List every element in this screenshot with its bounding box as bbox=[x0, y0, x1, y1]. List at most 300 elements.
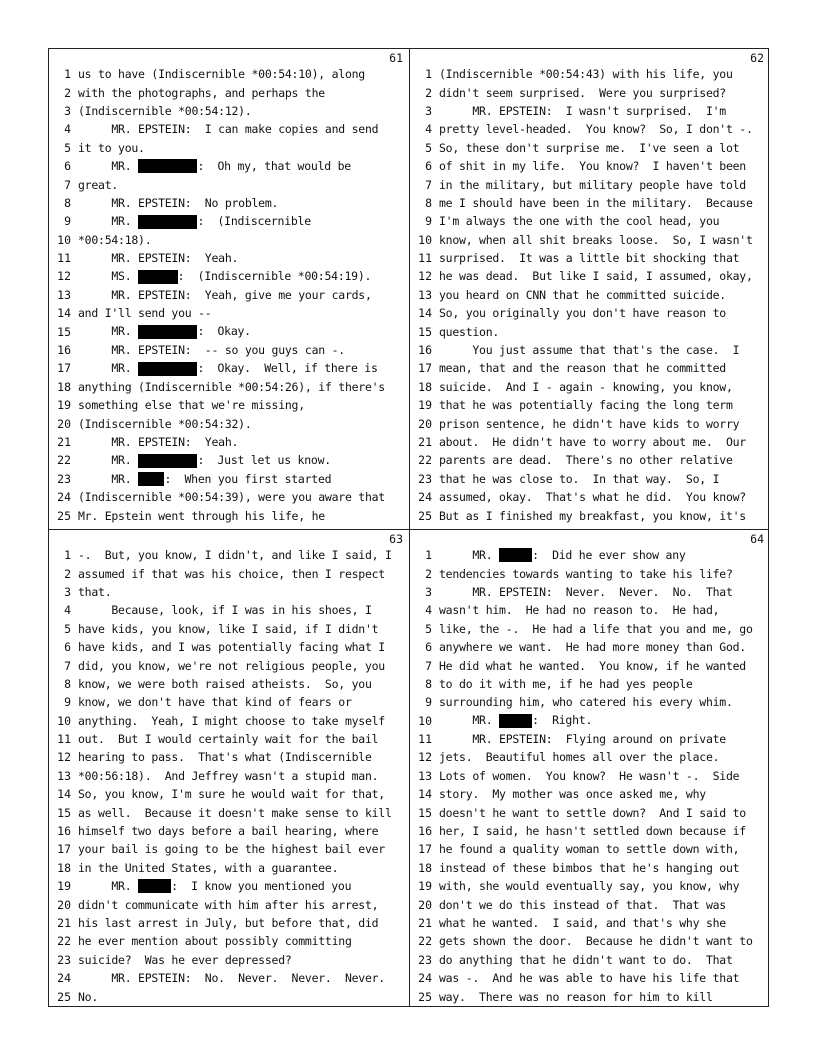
transcript-line bbox=[410, 932, 770, 950]
line-number: 8 bbox=[64, 195, 71, 210]
text-segment: -. But, you know, I didn't, and like I said, I bbox=[78, 548, 392, 563]
line-number: 8 bbox=[425, 676, 432, 691]
line-number: 2 bbox=[64, 85, 71, 100]
transcript-line bbox=[49, 859, 409, 877]
line-number: 24 bbox=[57, 971, 71, 986]
line-text bbox=[439, 934, 770, 948]
text-segment: himself two days before a bail hearing, where bbox=[78, 824, 379, 839]
line-number: 6 bbox=[64, 640, 71, 655]
line-number: 19 bbox=[57, 879, 71, 894]
transcript-line bbox=[410, 322, 770, 340]
line-text bbox=[78, 159, 409, 174]
line-number: 1 bbox=[425, 67, 432, 82]
text-segment: mean, that and the reason that he committed bbox=[439, 361, 726, 376]
text-segment: prison sentence, he didn't have kids to worry bbox=[439, 416, 740, 431]
transcript-line bbox=[49, 304, 409, 322]
line-text bbox=[78, 567, 409, 581]
line-number: 18 bbox=[418, 379, 432, 394]
line-text bbox=[78, 343, 409, 357]
transcript-line bbox=[410, 675, 770, 693]
transcript-line bbox=[49, 359, 409, 377]
line-text bbox=[78, 453, 409, 468]
text-segment: that he was close to. In that way. So, I bbox=[439, 471, 720, 486]
line-text bbox=[439, 567, 770, 581]
line-number: 21 bbox=[57, 916, 71, 930]
page-lines bbox=[49, 65, 409, 525]
text-segment: *00:56:18). And Jeffrey wasn't a stupid man. bbox=[78, 768, 379, 783]
text-segment: anywhere we want. He had more money than God. bbox=[439, 640, 746, 655]
text-segment: you heard on CNN that he committed suicide. bbox=[439, 287, 726, 302]
transcript-line bbox=[49, 748, 409, 766]
transcript-line bbox=[410, 304, 770, 322]
text-segment: instead of these bimbos that he's hanging out bbox=[439, 860, 740, 875]
transcript-line bbox=[49, 785, 409, 803]
text-segment: : Just let us know. bbox=[197, 453, 331, 468]
text-segment: MR. EPSTEIN: Yeah. bbox=[78, 435, 239, 449]
line-text bbox=[439, 325, 770, 339]
text-segment: MR. EPSTEIN: -- so you guys can -. bbox=[78, 343, 345, 358]
line-number: 22 bbox=[418, 453, 432, 468]
text-segment: suicide? Was he ever depressed? bbox=[78, 952, 292, 967]
transcript-line bbox=[410, 987, 770, 1005]
transcript-line bbox=[410, 102, 770, 120]
text-segment: So, these don't surprise me. I've seen a lot bbox=[439, 140, 740, 155]
transcript-line bbox=[410, 712, 770, 730]
line-number: 1 bbox=[64, 548, 71, 563]
line-number: 6 bbox=[64, 159, 71, 174]
line-text bbox=[78, 659, 409, 673]
line-number: 12 bbox=[57, 750, 71, 765]
transcript-line bbox=[410, 139, 770, 157]
line-number: 12 bbox=[418, 750, 432, 765]
text-segment: MR. bbox=[439, 713, 500, 728]
text-segment: I'm always the one with the cool head, you bbox=[439, 214, 720, 229]
line-number: 11 bbox=[418, 732, 432, 747]
text-segment: tendencies towards wanting to take his life? bbox=[439, 566, 733, 581]
transcript-line bbox=[410, 341, 770, 359]
line-text bbox=[439, 398, 770, 412]
line-text bbox=[439, 971, 770, 985]
transcript-line bbox=[410, 877, 770, 895]
line-text bbox=[439, 269, 770, 283]
line-text bbox=[439, 417, 770, 431]
transcript-line bbox=[49, 378, 409, 396]
page-number: 62 bbox=[750, 51, 764, 65]
transcript-line bbox=[49, 175, 409, 193]
transcript-line bbox=[410, 286, 770, 304]
line-text bbox=[78, 472, 409, 487]
line-number: 23 bbox=[418, 952, 432, 967]
text-segment: : Did he ever show any bbox=[532, 547, 686, 562]
text-segment: wasn't him. He had no reason to. He had, bbox=[439, 603, 720, 618]
text-segment: me I should have been in the military. Because bbox=[439, 195, 753, 210]
line-number: 3 bbox=[64, 584, 71, 599]
line-number: 9 bbox=[64, 214, 71, 229]
line-text bbox=[78, 971, 409, 985]
line-number: 3 bbox=[425, 103, 432, 118]
transcript-line bbox=[49, 65, 409, 83]
line-number: 13 bbox=[418, 287, 432, 302]
line-number: 22 bbox=[57, 453, 71, 468]
text-segment: to do it with me, if he had yes people bbox=[439, 676, 693, 691]
transcript-line bbox=[410, 656, 770, 674]
transcript-line bbox=[49, 120, 409, 138]
transcript-line bbox=[49, 675, 409, 693]
line-number: 24 bbox=[57, 490, 71, 505]
transcript-line bbox=[410, 175, 770, 193]
transcript-line bbox=[410, 488, 770, 506]
transcript-page bbox=[49, 530, 409, 1009]
line-text bbox=[439, 453, 770, 467]
line-text bbox=[439, 159, 770, 173]
line-number: 10 bbox=[418, 232, 432, 247]
line-number: 5 bbox=[425, 140, 432, 155]
transcript-line bbox=[410, 231, 770, 249]
text-segment: have kids, and I was potentially facing what I bbox=[78, 640, 385, 655]
line-number: 17 bbox=[57, 842, 71, 857]
text-segment: MR. EPSTEIN: Yeah, give me your cards, bbox=[78, 287, 372, 302]
transcript-line bbox=[410, 83, 770, 101]
transcript-line bbox=[410, 451, 770, 469]
text-segment: have kids, you know, like I said, if I didn't bbox=[78, 621, 379, 636]
line-number: 19 bbox=[418, 398, 432, 413]
text-segment: (Indiscernible *00:54:43) with his life, you bbox=[439, 67, 733, 82]
line-number: 9 bbox=[64, 695, 71, 710]
text-segment: her, I said, he hasn't settled down because if bbox=[439, 824, 746, 839]
line-number: 18 bbox=[57, 379, 71, 394]
transcript-line bbox=[49, 194, 409, 212]
transcript-line bbox=[410, 433, 770, 451]
line-text bbox=[78, 398, 409, 412]
text-segment: MR. EPSTEIN: No problem. bbox=[78, 195, 279, 210]
text-segment: way. There was no reason for him to kill bbox=[439, 989, 713, 1004]
line-text bbox=[439, 288, 770, 302]
text-segment: MR. EPSTEIN: I wasn't surprised. I'm bbox=[439, 103, 726, 118]
text-segment: MR. bbox=[78, 214, 139, 229]
transcript-line bbox=[410, 767, 770, 785]
line-number: 20 bbox=[418, 416, 432, 431]
transcript-line bbox=[49, 730, 409, 748]
line-text bbox=[78, 251, 409, 265]
transcript-line bbox=[410, 693, 770, 711]
text-segment: No. bbox=[78, 989, 99, 1004]
transcript-line bbox=[49, 914, 409, 932]
transcript-line bbox=[49, 83, 409, 101]
line-number: 5 bbox=[64, 621, 71, 636]
text-segment: he ever mention about possibly committing bbox=[78, 934, 352, 949]
line-number: 25 bbox=[57, 989, 71, 1004]
transcript-line bbox=[410, 583, 770, 601]
redaction-box bbox=[138, 325, 197, 339]
text-segment: MR. bbox=[78, 471, 139, 486]
line-text bbox=[78, 640, 409, 654]
page-number: 63 bbox=[389, 532, 403, 546]
line-text bbox=[439, 306, 770, 320]
transcript-line bbox=[49, 951, 409, 969]
line-text bbox=[439, 86, 770, 100]
line-number: 18 bbox=[418, 860, 432, 875]
text-segment: So, you know, I'm sure he would wait for that, bbox=[78, 787, 385, 802]
line-text bbox=[78, 233, 409, 247]
line-number: 15 bbox=[57, 324, 71, 339]
text-segment: Lots of women. You know? He wasn't -. Side bbox=[439, 768, 740, 783]
line-text bbox=[439, 343, 770, 357]
line-number: 21 bbox=[418, 435, 432, 449]
text-segment: of shit in my life. You know? I haven't been bbox=[439, 159, 746, 174]
transcript-line bbox=[49, 969, 409, 987]
transcript-page bbox=[49, 49, 409, 528]
text-segment: MR. bbox=[78, 453, 139, 468]
transcript-line bbox=[410, 564, 770, 582]
line-number: 5 bbox=[64, 140, 71, 155]
line-text bbox=[78, 490, 409, 504]
line-text bbox=[439, 824, 770, 838]
line-text bbox=[439, 879, 770, 893]
text-segment: did, you know, we're not religious people, you bbox=[78, 658, 385, 673]
text-segment: doesn't he want to settle down? And I said to bbox=[439, 805, 746, 820]
transcript-line bbox=[49, 470, 409, 488]
text-segment: (Indiscernible *00:54:32). bbox=[78, 416, 252, 431]
text-segment: surprised. It was a little bit shocking that bbox=[439, 251, 740, 266]
text-segment: us to have (Indiscernible *00:54:10), along bbox=[78, 67, 365, 82]
line-text bbox=[78, 288, 409, 302]
line-number: 16 bbox=[57, 824, 71, 839]
line-number: 9 bbox=[425, 214, 432, 229]
line-text bbox=[439, 677, 770, 691]
line-text bbox=[439, 953, 770, 967]
text-segment: was -. And he was able to have his life that bbox=[439, 971, 740, 986]
line-text bbox=[78, 417, 409, 431]
redaction-box bbox=[499, 548, 532, 562]
transcript-line bbox=[49, 231, 409, 249]
text-segment: surrounding him, who catered his every whim. bbox=[439, 695, 733, 710]
line-text bbox=[78, 122, 409, 136]
line-text bbox=[439, 472, 770, 486]
line-number: 7 bbox=[425, 177, 432, 192]
line-number: 12 bbox=[418, 269, 432, 284]
text-segment: MR. EPSTEIN: No. Never. Never. Never. bbox=[78, 971, 385, 986]
transcript-line bbox=[49, 396, 409, 414]
line-number: 10 bbox=[57, 713, 71, 728]
text-segment: : When you first started bbox=[164, 471, 332, 486]
line-text bbox=[439, 361, 770, 375]
text-segment: great. bbox=[78, 177, 119, 192]
line-number: 2 bbox=[425, 566, 432, 581]
redaction-box bbox=[138, 215, 197, 229]
redaction-box bbox=[138, 472, 164, 486]
text-segment: MR. bbox=[78, 324, 139, 339]
line-number: 16 bbox=[57, 343, 71, 358]
line-number: 25 bbox=[57, 508, 71, 523]
line-number: 7 bbox=[64, 658, 71, 673]
line-text bbox=[439, 695, 770, 709]
line-text bbox=[439, 842, 770, 856]
transcript-line bbox=[49, 620, 409, 638]
line-number: 4 bbox=[425, 603, 432, 618]
transcript-line bbox=[410, 120, 770, 138]
text-segment: hearing to pass. That's what (Indiscernible bbox=[78, 750, 372, 765]
line-number: 24 bbox=[418, 490, 432, 505]
line-text bbox=[78, 548, 409, 562]
line-number: 22 bbox=[418, 934, 432, 949]
line-number: 20 bbox=[57, 416, 71, 431]
line-text bbox=[78, 361, 409, 376]
line-text bbox=[439, 603, 770, 617]
text-segment: don't we do this instead of that. That was bbox=[439, 897, 726, 912]
redaction-box bbox=[138, 362, 197, 376]
text-segment: his last arrest in July, but before that, did bbox=[78, 916, 379, 930]
redaction-box bbox=[138, 270, 178, 284]
transcript-line bbox=[410, 914, 770, 932]
line-number: 14 bbox=[57, 787, 71, 802]
line-number: 19 bbox=[57, 398, 71, 413]
line-text bbox=[439, 640, 770, 654]
line-number: 8 bbox=[64, 676, 71, 691]
line-text bbox=[439, 659, 770, 673]
text-segment: out. But I would certainly wait for the bail bbox=[78, 732, 379, 747]
line-text bbox=[78, 269, 409, 284]
line-text bbox=[78, 732, 409, 746]
transcript-line bbox=[410, 840, 770, 858]
page-lines bbox=[49, 546, 409, 1006]
line-number: 7 bbox=[64, 177, 71, 192]
line-number: 4 bbox=[64, 122, 71, 137]
line-text bbox=[439, 769, 770, 783]
line-text bbox=[78, 67, 409, 81]
transcript-line bbox=[49, 712, 409, 730]
transcript-line bbox=[410, 785, 770, 803]
transcript-page bbox=[410, 49, 770, 528]
transcript-line bbox=[49, 212, 409, 230]
line-number: 3 bbox=[425, 584, 432, 599]
line-number: 19 bbox=[418, 879, 432, 894]
line-text bbox=[439, 141, 770, 155]
transcript-line bbox=[49, 157, 409, 175]
text-segment: and I'll send you -- bbox=[78, 306, 212, 321]
line-number: 24 bbox=[418, 971, 432, 986]
transcript-line bbox=[410, 859, 770, 877]
transcript-line bbox=[410, 65, 770, 83]
line-text bbox=[78, 141, 409, 155]
text-segment: he was dead. But like I said, I assumed, okay, bbox=[439, 269, 753, 284]
line-number: 16 bbox=[418, 824, 432, 839]
text-segment: He did what he wanted. You know, if he wanted bbox=[439, 658, 746, 673]
line-text bbox=[439, 67, 770, 81]
text-segment: like, the -. He had a life that you and me, go bbox=[439, 621, 753, 636]
line-number: 13 bbox=[57, 768, 71, 783]
text-segment: that he was potentially facing the long term bbox=[439, 398, 733, 413]
line-number: 1 bbox=[64, 67, 71, 82]
line-number: 6 bbox=[425, 640, 432, 655]
transcript-line bbox=[410, 359, 770, 377]
line-text bbox=[78, 750, 409, 764]
text-segment: : Okay. Well, if there is bbox=[197, 361, 378, 376]
page-number: 64 bbox=[750, 532, 764, 546]
line-number: 20 bbox=[57, 897, 71, 912]
text-segment: : I know you mentioned you bbox=[171, 878, 352, 893]
line-text bbox=[78, 435, 409, 449]
line-number: 23 bbox=[57, 471, 71, 486]
text-segment: know, when all shit breaks loose. So, I wasn't bbox=[439, 232, 753, 247]
transcript-sheet bbox=[48, 48, 769, 1007]
text-segment: story. My mother was once asked me, why bbox=[439, 787, 706, 802]
text-segment: : (Indiscernible bbox=[197, 214, 311, 229]
transcript-line bbox=[49, 414, 409, 432]
line-text bbox=[78, 196, 409, 210]
transcript-line bbox=[410, 194, 770, 212]
line-number: 5 bbox=[425, 621, 432, 636]
line-number: 4 bbox=[425, 122, 432, 137]
line-text bbox=[439, 622, 770, 636]
line-number: 14 bbox=[418, 306, 432, 321]
line-number: 17 bbox=[418, 361, 432, 376]
line-number: 25 bbox=[418, 989, 432, 1004]
line-number: 10 bbox=[57, 232, 71, 247]
line-number: 14 bbox=[418, 787, 432, 802]
text-segment: in the military, but military people have told bbox=[439, 177, 746, 192]
line-text bbox=[78, 86, 409, 100]
line-text bbox=[439, 104, 770, 118]
line-number: 13 bbox=[418, 768, 432, 783]
redaction-box bbox=[499, 714, 532, 728]
transcript-line bbox=[49, 341, 409, 359]
line-number: 11 bbox=[57, 732, 71, 747]
line-text bbox=[78, 324, 409, 339]
line-number: 15 bbox=[418, 324, 432, 339]
transcript-line bbox=[49, 546, 409, 564]
line-text bbox=[78, 677, 409, 691]
transcript-line bbox=[410, 601, 770, 619]
transcript-line bbox=[410, 748, 770, 766]
text-segment: MR. bbox=[78, 158, 139, 173]
line-text bbox=[439, 806, 770, 820]
line-text bbox=[439, 196, 770, 210]
transcript-page bbox=[410, 530, 770, 1009]
line-number: 6 bbox=[425, 159, 432, 174]
text-segment: do anything that he didn't want to do. That bbox=[439, 952, 733, 967]
line-text bbox=[439, 750, 770, 764]
text-segment: assumed if that was his choice, then I respect bbox=[78, 566, 385, 581]
transcript-line bbox=[410, 378, 770, 396]
line-number: 12 bbox=[57, 269, 71, 284]
text-segment: didn't seem surprised. Were you surprised? bbox=[439, 85, 726, 100]
line-text bbox=[439, 251, 770, 265]
transcript-line bbox=[410, 546, 770, 564]
transcript-line bbox=[49, 987, 409, 1005]
transcript-line bbox=[410, 414, 770, 432]
text-segment: (Indiscernible *00:54:39), were you aware that bbox=[78, 490, 385, 505]
transcript-line bbox=[49, 693, 409, 711]
text-segment: pretty level-headed. You know? So, I don't -. bbox=[439, 122, 753, 137]
transcript-line bbox=[49, 656, 409, 674]
line-number: 23 bbox=[57, 952, 71, 967]
line-text bbox=[78, 509, 409, 523]
line-number: 17 bbox=[57, 361, 71, 376]
page-lines bbox=[410, 65, 770, 525]
transcript-line bbox=[410, 969, 770, 987]
line-text bbox=[78, 104, 409, 118]
line-text bbox=[439, 509, 770, 523]
text-segment: : Okay. bbox=[197, 324, 251, 339]
line-text bbox=[439, 787, 770, 801]
transcript-line bbox=[410, 951, 770, 969]
text-segment: assumed, okay. That's what he did. You know? bbox=[439, 490, 746, 505]
transcript-line bbox=[410, 822, 770, 840]
text-segment: : (Indiscernible *00:54:19). bbox=[177, 269, 372, 284]
transcript-line bbox=[49, 803, 409, 821]
text-segment: as well. Because it doesn't make sense to kill bbox=[78, 805, 392, 820]
line-text bbox=[78, 916, 409, 930]
